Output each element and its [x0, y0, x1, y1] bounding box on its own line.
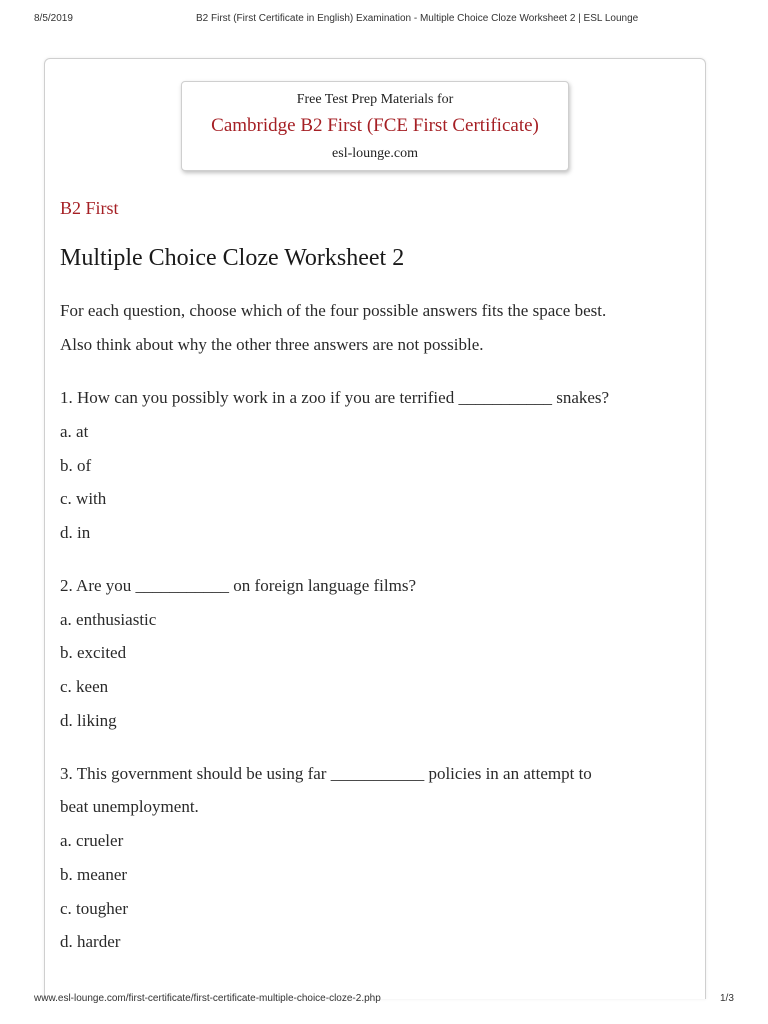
instructions-line-1: For each question, choose which of the four possible answers fits the space best.: [60, 301, 607, 320]
question-2-option-d: d. liking: [60, 711, 117, 730]
print-header: [0, 13, 768, 27]
question-1-prompt: 1. How can you possibly work in a zoo if you are terrified ___________ snakes?: [60, 388, 610, 407]
question-3-prompt-line-1: 3. This government should be using far ___________ policies in an attempt to: [60, 764, 592, 783]
question-2-prompt: 2. Are you ___________ on foreign language films?: [60, 576, 416, 595]
question-1-option-d: d. in: [60, 523, 91, 542]
page-number: 1/3: [720, 993, 734, 1004]
question-3-option-a: a. crueler: [60, 831, 124, 850]
question-2-option-b: b. excited: [60, 643, 127, 662]
question-3-prompt-line-2: beat unemployment.: [60, 797, 199, 816]
page-title: Multiple Choice Cloze Worksheet 2: [60, 245, 405, 271]
question-3-option-c: c. tougher: [60, 899, 128, 918]
print-url: www.esl-lounge.com/first-certificate/first-certificate-multiple-choice-cloze-2.php: [34, 993, 381, 1004]
question-3-option-d: d. harder: [60, 932, 121, 951]
promo-exam-name[interactable]: Cambridge B2 First (FCE First Certificate): [211, 115, 539, 136]
question-2-option-a: a. enthusiastic: [60, 610, 157, 629]
question-1-option-a: a. at: [60, 422, 89, 441]
worksheet-page: [44, 58, 706, 999]
question-3-option-b: b. meaner: [60, 865, 128, 884]
print-date: 8/5/2019: [34, 13, 73, 24]
question-2-option-c: c. keen: [60, 677, 109, 696]
print-document-title: B2 First (First Certificate in English) Examination - Multiple Choice Cloze Worksheet 2 | ESL Lounge: [196, 13, 639, 24]
promo-tagline: Free Test Prep Materials for: [296, 92, 454, 107]
print-footer: [0, 993, 768, 1007]
promo-site-name[interactable]: esl-lounge.com: [332, 146, 418, 161]
question-1-option-b: b. of: [60, 456, 92, 475]
instructions-line-2: Also think about why the other three answers are not possible.: [60, 335, 484, 354]
level-label: B2 First: [60, 198, 119, 218]
promo-box[interactable]: [181, 81, 569, 171]
question-1-option-c: c. with: [60, 489, 107, 508]
